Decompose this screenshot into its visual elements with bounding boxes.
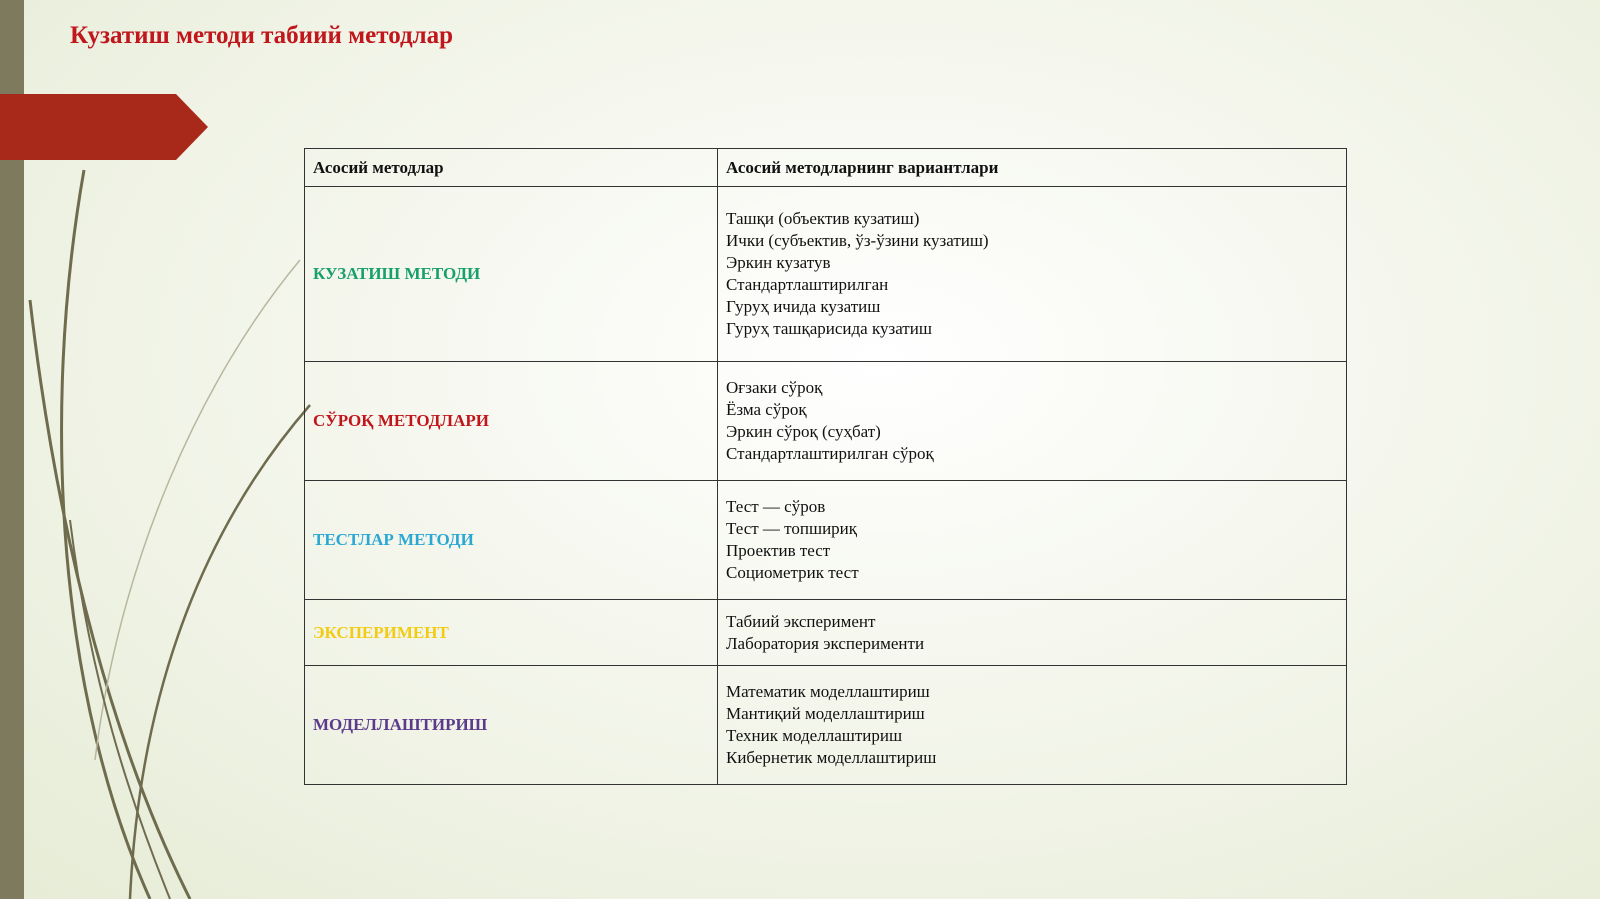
variant-item: Проектив тест xyxy=(726,541,831,560)
variant-item: Мантиқий моделлаштириш xyxy=(726,704,925,723)
table-row xyxy=(305,481,1347,600)
variant-item: Техник моделлаштириш xyxy=(726,726,903,745)
variant-item: Гуруҳ ичида кузатиш xyxy=(726,297,881,316)
method-name: ТЕСТЛАР МЕТОДИ xyxy=(313,530,474,549)
table-row xyxy=(305,187,1347,362)
variants-cell xyxy=(718,362,1347,481)
variant-item: Математик моделлаштириш xyxy=(726,682,930,701)
variants-cell xyxy=(718,481,1347,600)
slide-title: Кузатиш методи табиий методлар xyxy=(70,22,454,49)
variant-item: Социометрик тест xyxy=(726,563,859,582)
method-name: КУЗАТИШ МЕТОДИ xyxy=(313,264,481,283)
variants-cell xyxy=(718,600,1347,666)
variant-item: Ёзма сўроқ xyxy=(726,400,807,419)
variant-item: Стандартлаштирилган сўроқ xyxy=(726,444,934,463)
method-name: МОДЕЛЛАШТИРИШ xyxy=(313,715,488,734)
header-main-methods: Асосий методлар xyxy=(305,149,718,187)
variants-cell xyxy=(718,666,1347,785)
variant-item: Ички (субъектив, ўз-ўзини кузатиш) xyxy=(726,231,989,250)
header-method-variants: Асосий методларнинг вариантлари xyxy=(718,149,1347,187)
variant-item: Лаборатория эксперименти xyxy=(726,633,925,653)
table-row xyxy=(305,600,1347,666)
table-header-row xyxy=(305,149,1347,187)
variant-item: Тест — сўров xyxy=(726,497,826,516)
variant-item: Табиий эксперимент xyxy=(726,611,876,631)
variant-item: Кибернетик моделлаштириш xyxy=(726,748,937,767)
methods-table xyxy=(304,148,1347,785)
variant-item: Эркин кузатув xyxy=(726,253,831,272)
variants-cell xyxy=(718,187,1347,362)
variant-item: Стандартлаштирилган xyxy=(726,275,889,294)
variant-item: Оғзаки сўроқ xyxy=(726,378,823,397)
variant-item: Гуруҳ ташқарисида кузатиш xyxy=(726,319,932,338)
red-arrow-tab xyxy=(0,94,208,160)
variant-item: Тест — топшириқ xyxy=(726,519,858,538)
table-row xyxy=(305,666,1347,785)
table-row xyxy=(305,362,1347,481)
variant-item: Ташқи (объектив кузатиш) xyxy=(726,209,920,228)
method-name: ЭКСПЕРИМЕНТ xyxy=(313,622,449,642)
variant-item: Эркин сўроқ (суҳбат) xyxy=(726,422,881,441)
method-name: СЎРОҚ МЕТОДЛАРИ xyxy=(313,411,489,430)
